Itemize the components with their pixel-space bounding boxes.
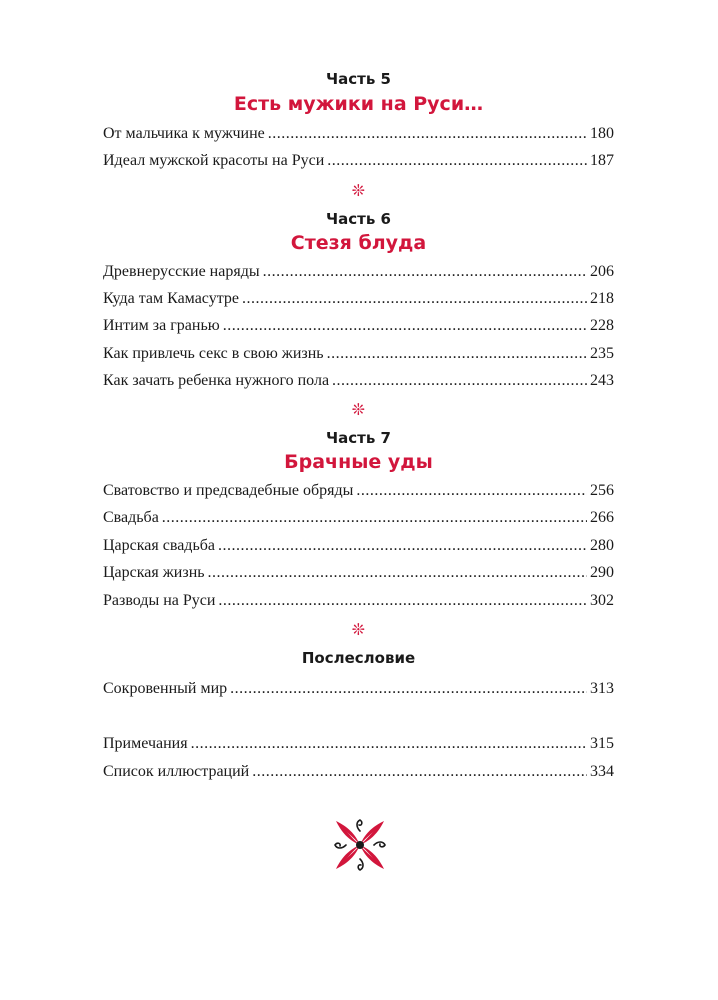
toc-entry-page: 180 [590, 125, 614, 142]
toc-entry-title: Идеал мужской красоты на Руси [103, 152, 325, 169]
toc-entry-title: Интим за гранью [103, 317, 220, 334]
part-7-label: Часть 7 [326, 429, 391, 447]
red-flower-ornament-icon [332, 817, 388, 873]
toc-entry-page: 206 [590, 263, 614, 280]
toc-entry-page: 187 [590, 152, 614, 169]
toc-entry-page: 290 [590, 564, 614, 581]
toc-entry[interactable] [103, 506, 614, 530]
toc-entry-title: Куда там Камасутре [103, 290, 239, 307]
toc-entry-page: 302 [590, 592, 614, 609]
toc-entry[interactable] [103, 589, 614, 613]
toc-entry[interactable] [103, 732, 614, 756]
toc-entry-page: 235 [590, 345, 614, 362]
toc-entry-title: От мальчика к мужчине [103, 125, 265, 142]
toc-entry[interactable] [103, 260, 614, 284]
toc-entry[interactable] [103, 122, 614, 146]
toc-entry-title: Как привлечь секс в свою жизнь [103, 345, 324, 362]
part-6-title: Стезя блуда [290, 232, 427, 254]
toc-entry-title: Примечания [103, 735, 188, 752]
toc-entry-page: 218 [590, 290, 614, 307]
toc-entry-title: Разводы на Руси [103, 592, 216, 609]
toc-entry[interactable] [103, 342, 614, 366]
toc-entry-page: 334 [590, 763, 614, 780]
toc-entry-page: 256 [590, 482, 614, 499]
toc-leader-dots [332, 369, 587, 393]
toc-entry-title: Сокровенный мир [103, 680, 228, 697]
toc-leader-dots [208, 561, 587, 585]
toc-leader-dots [242, 287, 587, 311]
toc-entry-title: Как зачать ребенка нужного пола [103, 372, 330, 389]
toc-entry[interactable] [103, 314, 614, 338]
toc-entry[interactable] [103, 561, 614, 585]
toc-entry[interactable] [103, 287, 614, 311]
section-separator-icon: ❊ [351, 620, 366, 639]
section-separator-icon: ❊ [351, 181, 366, 200]
part-6-label: Часть 6 [326, 210, 391, 228]
toc-entry[interactable] [103, 760, 614, 784]
toc-entry-title: Сватовство и предсвадебные обряды [103, 482, 354, 499]
toc-entry-page: 243 [590, 372, 614, 389]
section-separator-icon: ❊ [351, 400, 366, 419]
part-7-title: Брачные уды [284, 451, 433, 473]
toc-leader-dots [218, 534, 587, 558]
toc-entry-title: Царская жизнь [103, 564, 205, 581]
toc-entry-page: 280 [590, 537, 614, 554]
toc-leader-dots [223, 314, 587, 338]
toc-leader-dots [230, 677, 587, 701]
toc-leader-dots [327, 149, 587, 173]
toc-leader-dots [263, 260, 587, 284]
part-5-label: Часть 5 [326, 70, 391, 88]
toc-leader-dots [191, 732, 587, 756]
toc-leader-dots [268, 122, 587, 146]
toc-entry-title: Список иллюстраций [103, 763, 250, 780]
toc-entry-page: 228 [590, 317, 614, 334]
toc-entry-title: Царская свадьба [103, 537, 215, 554]
toc-entry-title: Свадьба [103, 509, 159, 526]
part-5-title: Есть мужики на Руси… [233, 93, 484, 115]
toc-leader-dots [327, 342, 587, 366]
toc-leader-dots [356, 479, 587, 503]
toc-entry[interactable] [103, 677, 614, 701]
toc-entry[interactable] [103, 479, 614, 503]
toc-leader-dots [162, 506, 587, 530]
toc-entry-page: 315 [590, 735, 614, 752]
toc-leader-dots [218, 589, 587, 613]
toc-entry[interactable] [103, 149, 614, 173]
toc-entry[interactable] [103, 369, 614, 393]
toc-leader-dots [252, 760, 587, 784]
toc-entry-title: Древнерусские наряды [103, 263, 260, 280]
toc-entry-page: 266 [590, 509, 614, 526]
toc-entry-page: 313 [590, 680, 614, 697]
toc-entry[interactable] [103, 534, 614, 558]
afterword-label: Послесловие [301, 649, 416, 667]
